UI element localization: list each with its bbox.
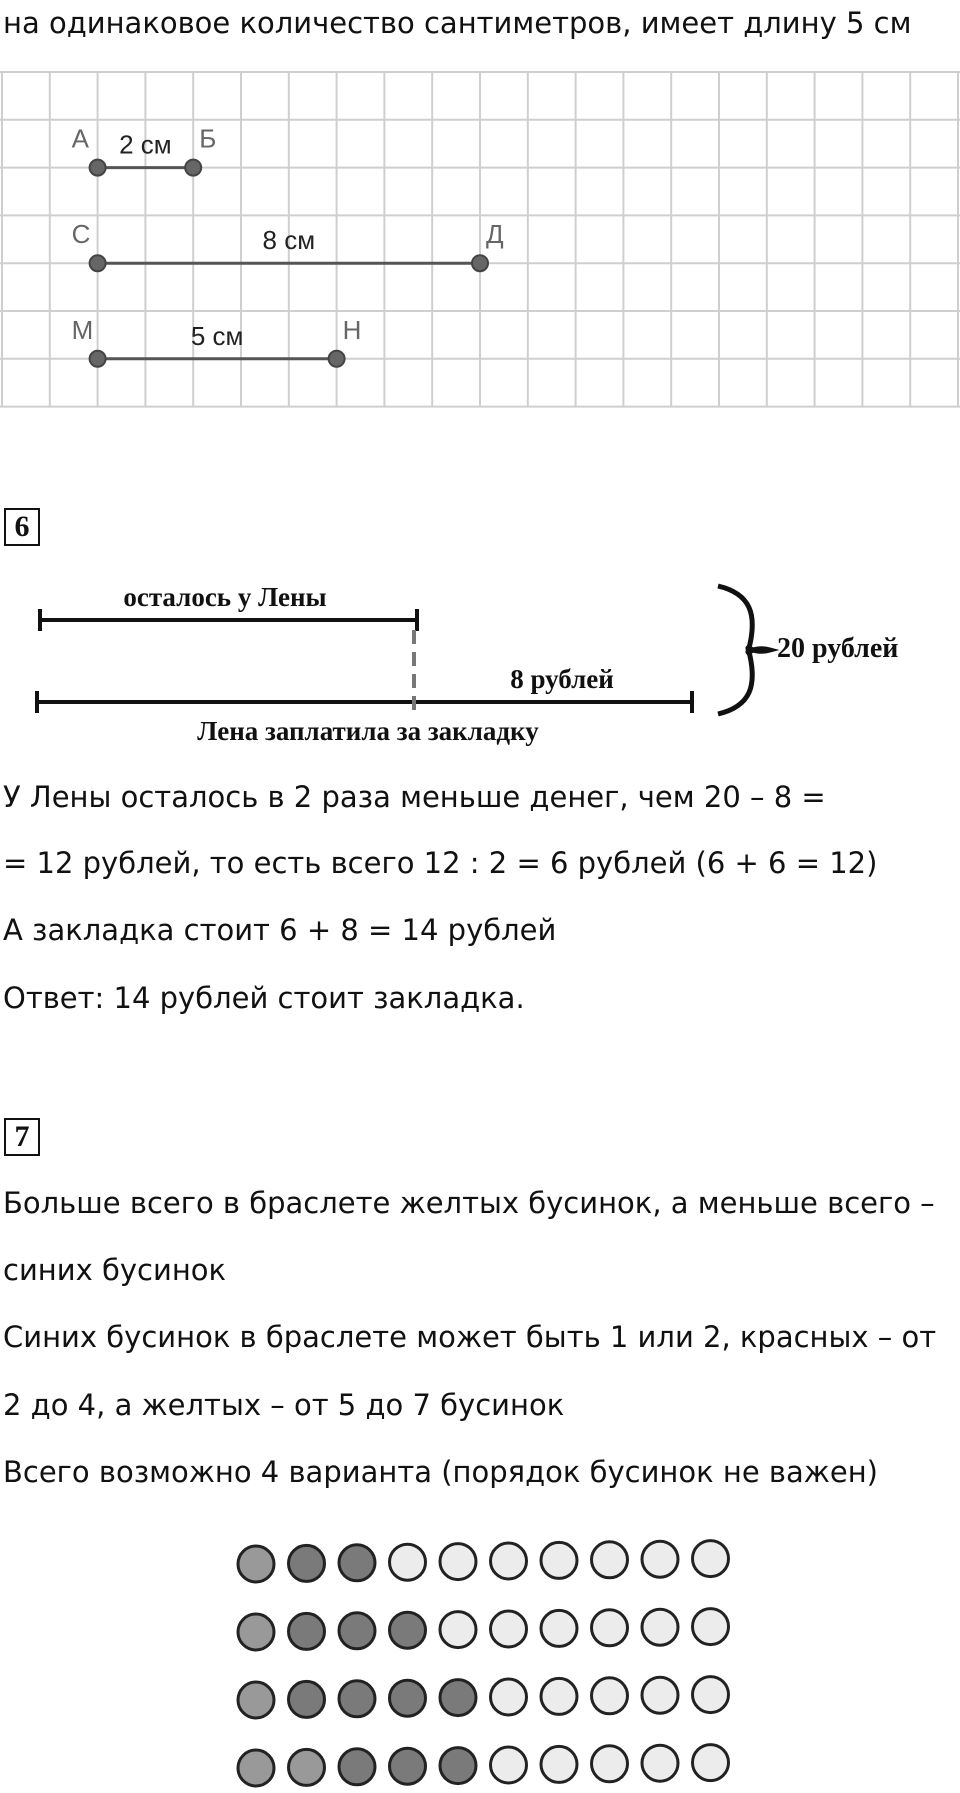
blue-bead [238, 1614, 274, 1650]
task-6-line-2: = 12 рублей, то есть всего 12 : 2 = 6 рублей (6 + 6 = 12) [3, 846, 878, 880]
segment-length-label: 2 см [119, 129, 172, 160]
task-7-number: 7 [4, 1118, 40, 1156]
grid-lines [0, 72, 960, 407]
segment-start-point [90, 351, 106, 367]
segment-start-point [90, 160, 106, 176]
yellow-bead [642, 1541, 678, 1577]
blue-bead [238, 1546, 274, 1582]
red-bead [390, 1680, 426, 1716]
task-6-number: 6 [4, 508, 40, 546]
task-6-diagram [0, 578, 960, 748]
bead-row [238, 1609, 729, 1650]
yellow-bead [592, 1542, 628, 1578]
segment-start-point [90, 255, 106, 271]
yellow-bead [491, 1679, 527, 1715]
yellow-bead [491, 1747, 527, 1783]
yellow-bead [642, 1609, 678, 1645]
bead-variants-figure [0, 1520, 960, 1790]
bead-row [238, 1677, 729, 1718]
segments-grid-figure [0, 70, 960, 410]
yellow-bead [541, 1746, 577, 1782]
yellow-bead [693, 1609, 729, 1645]
task-6-line-3: А закладка стоит 6 + 8 = 14 рублей [3, 913, 557, 947]
top-bar-label: осталось у Лены [123, 582, 327, 612]
task-6-line-1: У Лены осталось в 2 раза меньше денег, чем 20 – 8 = [3, 780, 826, 814]
red-bead [289, 1681, 325, 1717]
task-7-line-3: Синих бусинок в браслете может быть 1 или 2, красных – от [3, 1320, 937, 1354]
red-bead [390, 1748, 426, 1784]
segment-start-label: А [71, 123, 89, 154]
blue-bead [238, 1682, 274, 1718]
yellow-bead [592, 1678, 628, 1714]
segment-start-label: С [71, 219, 91, 250]
segment-end-point [185, 160, 201, 176]
red-bead [440, 1680, 476, 1716]
red-bead [289, 1545, 325, 1581]
red-bead [339, 1681, 375, 1717]
red-bead [390, 1612, 426, 1648]
red-bead [289, 1613, 325, 1649]
yellow-bead [491, 1543, 527, 1579]
yellow-bead [541, 1610, 577, 1646]
task-7-line-4: 2 до 4, а желтых – от 5 до 7 бусинок [3, 1388, 565, 1422]
yellow-bead [541, 1542, 577, 1578]
bottom-bar-label: Лена заплатила за закладку [197, 716, 539, 746]
segment-end-point [472, 255, 488, 271]
yellow-bead [693, 1677, 729, 1713]
yellow-bead [491, 1611, 527, 1647]
bead-row [238, 1745, 729, 1786]
task-7-line-2: синих бусинок [3, 1253, 227, 1287]
yellow-bead [592, 1610, 628, 1646]
yellow-bead [541, 1678, 577, 1714]
segment-length-label: 5 см [190, 320, 244, 351]
blue-bead [238, 1750, 274, 1786]
segment-end-label: Н [342, 314, 362, 345]
segment-end-label: Д [486, 219, 504, 250]
task-6-answer: Ответ: 14 рублей стоит закладка. [3, 981, 525, 1015]
intro-line: на одинаковое количество сантиметров, имеет длину 5 см [3, 6, 912, 40]
segment-start-label: М [71, 314, 94, 345]
red-bead [440, 1748, 476, 1784]
red-bead [339, 1545, 375, 1581]
yellow-bead [693, 1745, 729, 1781]
blue-bead [289, 1749, 325, 1785]
yellow-bead [440, 1544, 476, 1580]
curly-brace [718, 586, 770, 714]
yellow-bead [390, 1544, 426, 1580]
bead-row [238, 1541, 729, 1582]
yellow-bead [592, 1746, 628, 1782]
yellow-bead [642, 1745, 678, 1781]
total-label: 20 рублей [777, 633, 899, 664]
segment-end-point [329, 351, 345, 367]
yellow-bead [440, 1612, 476, 1648]
red-bead [339, 1749, 375, 1785]
segment-length-label: 8 см [262, 225, 316, 256]
yellow-bead [642, 1677, 678, 1713]
red-bead [339, 1613, 375, 1649]
yellow-bead [693, 1541, 729, 1577]
part-label: 8 рублей [510, 664, 614, 694]
task-7-line-5: Всего возможно 4 варианта (порядок бусинок не важен) [3, 1455, 878, 1489]
task-7-line-1: Больше всего в браслете желтых бусинок, а меньше всего – [3, 1186, 935, 1220]
segment-end-label: Б [199, 123, 217, 154]
